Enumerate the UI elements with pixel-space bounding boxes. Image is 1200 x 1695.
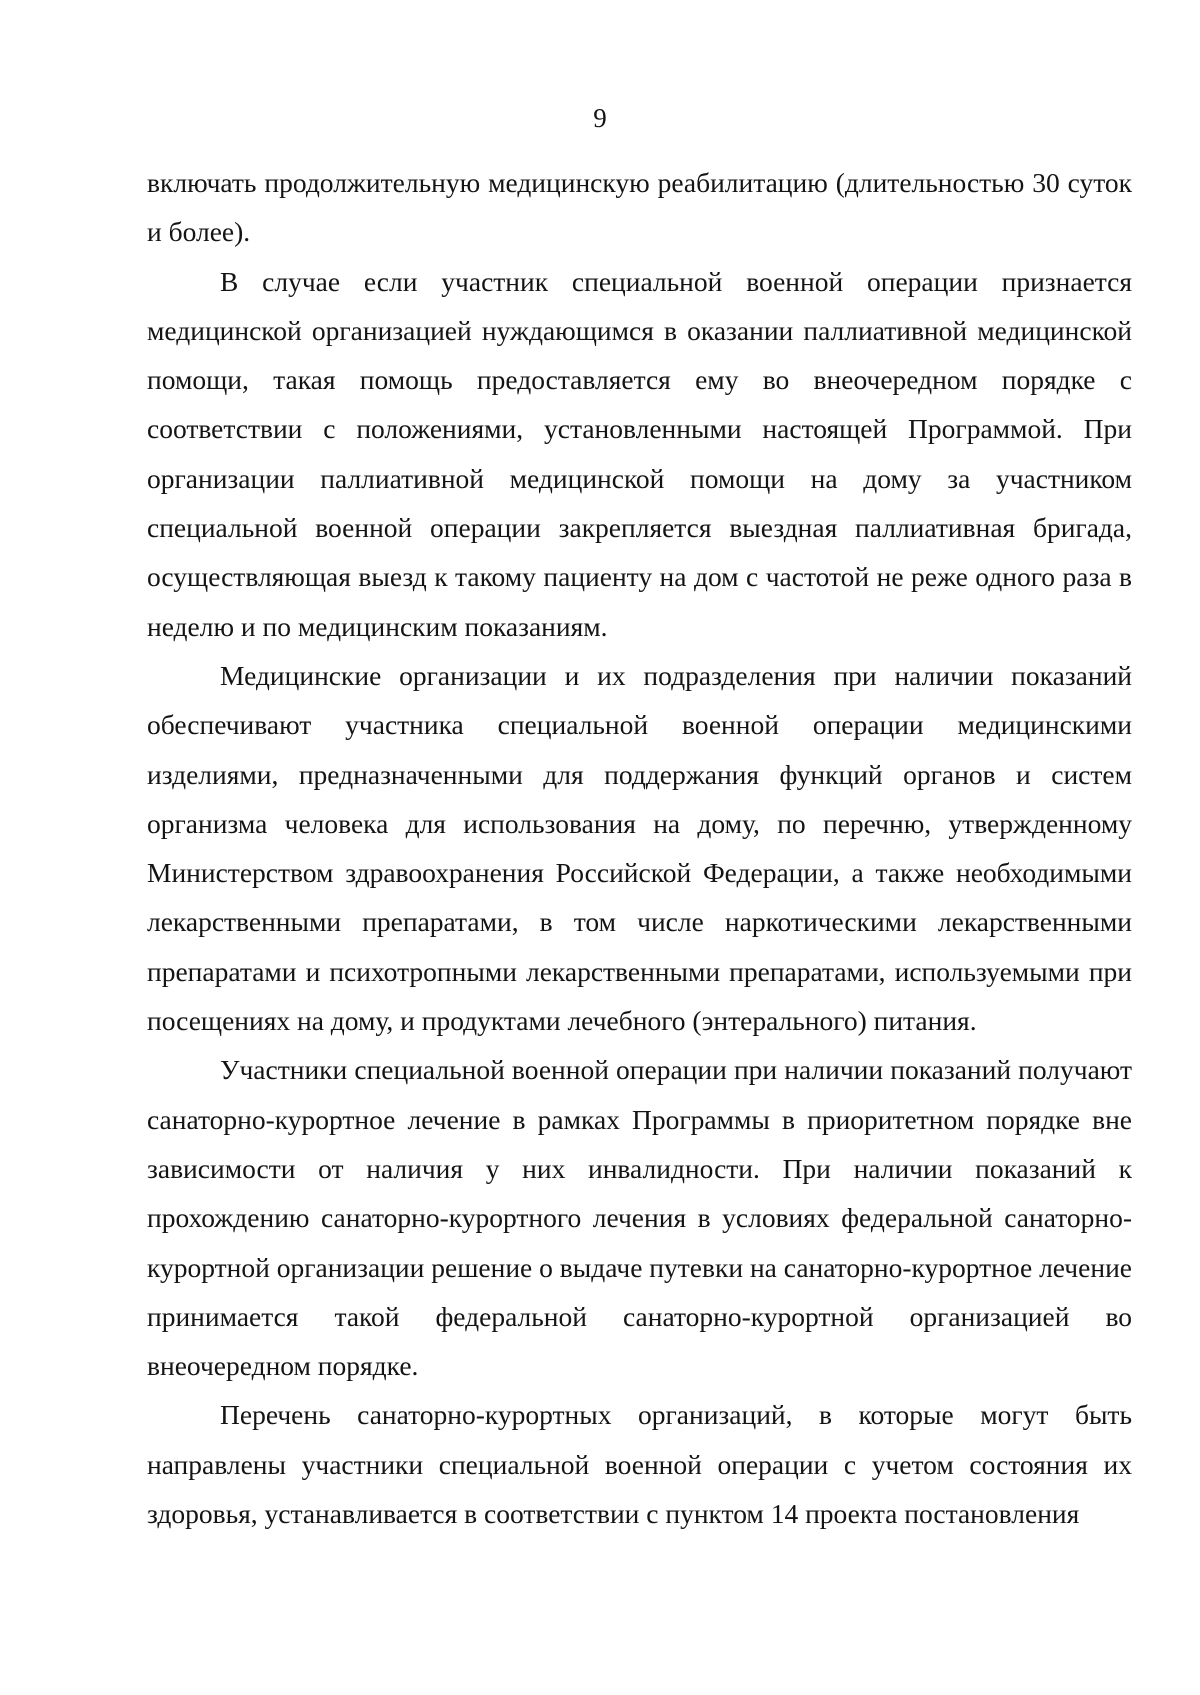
paragraph-4: Участники специальной военной операции при наличии показаний получают санаторно-курортное лечение в рамках Программы в приоритетном порядке вне зависимости от наличия у них инвалидности. При наличии показаний к прохождению санаторно-курортного лечения в условиях федеральной санаторно-курортной организации решение о выдаче путевки на санаторно-курортное лечение принимается такой федеральной санаторно-курортной организацией во внеочередном порядке. (147, 1054, 1132, 1382)
document-body (147, 158, 1132, 1538)
paragraph-1: включать продолжительную медицинскую реабилитацию (длительностью 30 суток и более). (147, 167, 1132, 248)
paragraph-2: В случае если участник специальной военной операции признается медицинской организацией нуждающимся в оказании паллиативной медицинской помощи, такая помощь предоставляется ему во внеочередном порядке с соответствии с положениями, установленными настоящей Программой. При организации паллиативной медицинской помощи на дому за участником специальной военной операции закрепляется выездная паллиативная бригада, осуществляющая выезд к такому пациенту на дом с частотой не реже одного раза в неделю и по медицинским показаниям. (147, 265, 1132, 642)
page-number: 9 (593, 103, 607, 133)
paragraph-5: Перечень санаторно-курортных организаций, в которые могут быть направлены участники специальной военной операции с учетом состояния их здоровья, устанавливается в соответствии с пунктом 14 проекта постановления (147, 1399, 1132, 1530)
paragraph-3: Медицинские организации и их подразделения при наличии показаний обеспечивают участника специальной военной операции медицинскими изделиями, предназначенными для поддержания функций органов и систем организма человека для использования на дому, по перечню, утвержденному Министерством здравоохранения Российской Федерации, а также необходимыми лекарственными препаратами, в том числе наркотическими лекарственными препаратами и психотропными лекарственными препаратами, используемыми при посещениях на дому, и продуктами лечебного (энтерального) питания. (147, 659, 1132, 1037)
